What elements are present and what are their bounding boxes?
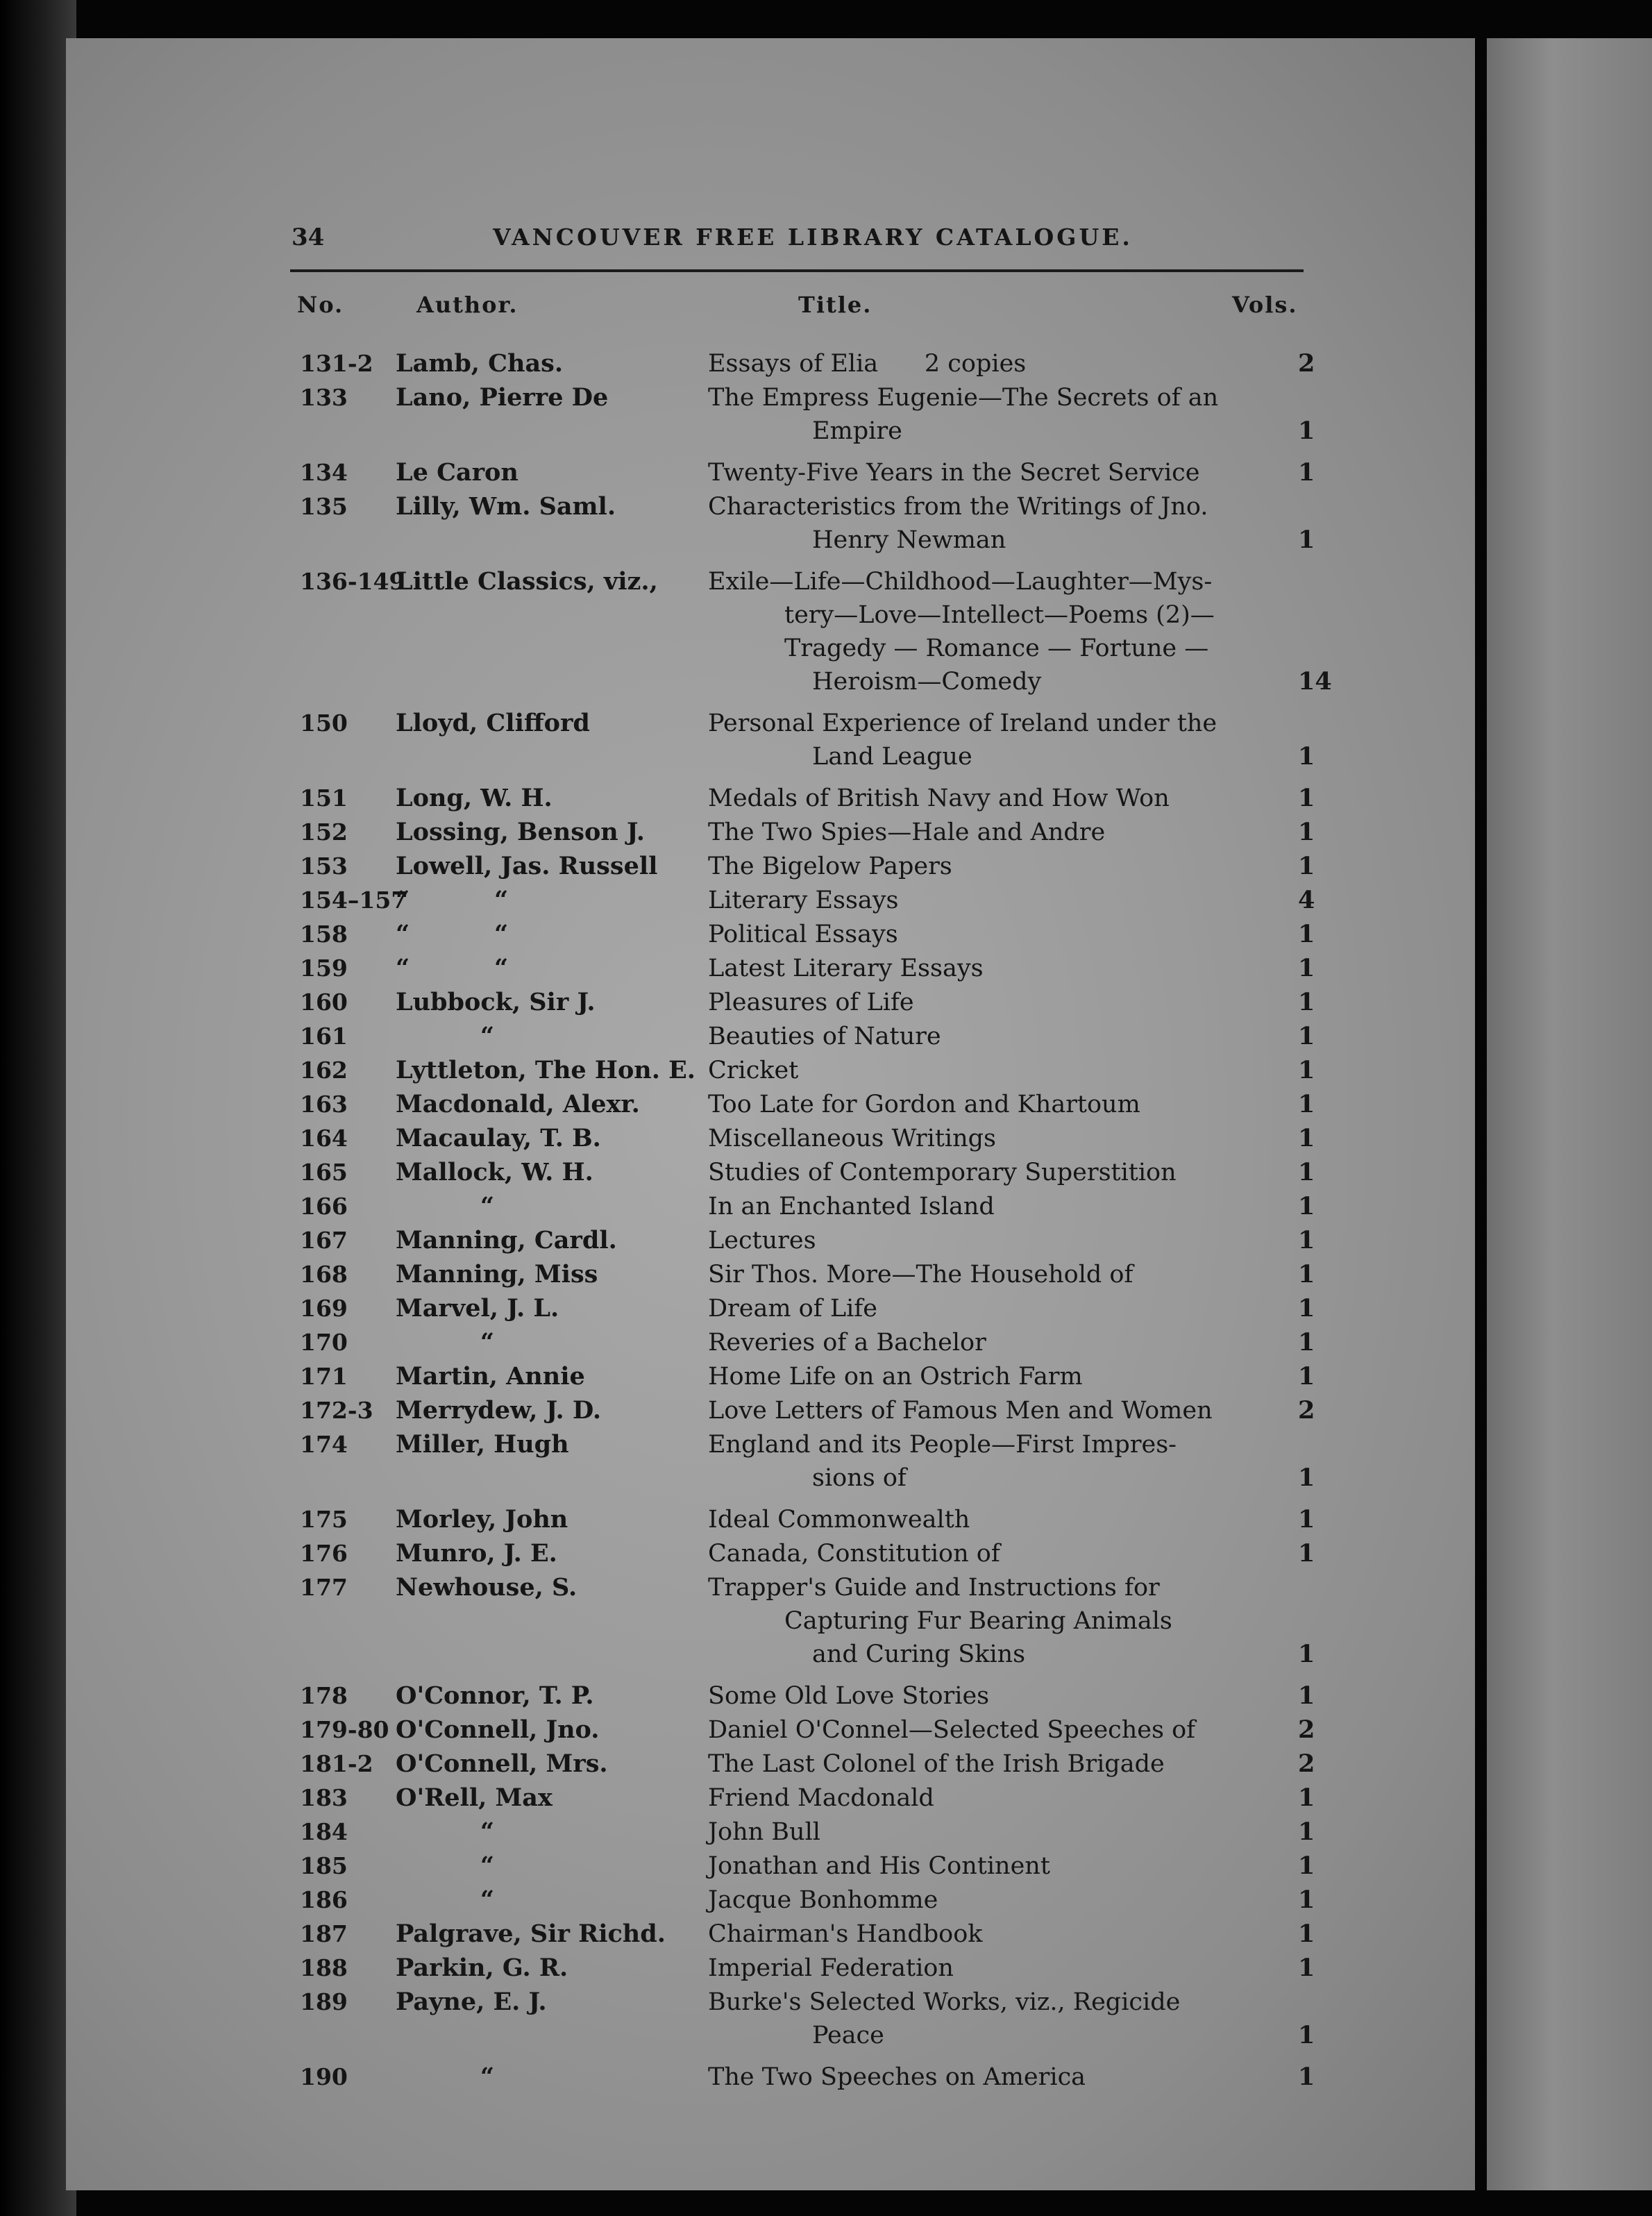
entry-number: 183 xyxy=(300,1784,348,1811)
entry-title xyxy=(708,1428,1256,1495)
entry-author: Le Caron xyxy=(396,458,519,487)
entry-number: 179-80 xyxy=(300,1716,389,1743)
catalogue-entry xyxy=(0,490,1652,557)
entry-author: O'Rell, Max xyxy=(396,1783,553,1812)
entry-author: “ “ xyxy=(396,954,509,982)
catalogue-entry xyxy=(0,782,1652,815)
entry-title-line: Home Life on an Ostrich Farm xyxy=(708,1363,1083,1391)
entry-title-line: Friend Macdonald xyxy=(708,1784,934,1812)
entry-number: 178 xyxy=(300,1682,348,1709)
catalogue-entry xyxy=(0,986,1652,1019)
entry-author: Macdonald, Alexr. xyxy=(396,1090,640,1118)
page-header xyxy=(292,224,1305,265)
entry-volumes: 1 xyxy=(1298,1852,1315,1880)
entry-title xyxy=(708,1815,1256,1849)
entry-volumes: 1 xyxy=(1298,920,1315,948)
catalogue-entry xyxy=(0,381,1652,448)
entry-number: 170 xyxy=(300,1329,348,1356)
entry-number: 184 xyxy=(300,1818,348,1845)
catalogue-entry xyxy=(0,1020,1652,1053)
entry-author: Miller, Hugh xyxy=(396,1430,569,1459)
entry-volumes: 14 xyxy=(1298,667,1332,696)
entry-title-line: Burke's Selected Works, viz., Regicide xyxy=(708,1988,1181,2016)
entry-title xyxy=(708,381,1256,448)
catalogue-entry xyxy=(0,565,1652,698)
entry-author: “ xyxy=(396,2063,494,2091)
entry-title-line: Tragedy — Romance — Fortune — xyxy=(784,635,1209,662)
entry-author: “ xyxy=(396,1328,494,1357)
entry-title xyxy=(708,1781,1256,1815)
entry-title xyxy=(708,490,1256,557)
catalogue-entry xyxy=(0,1428,1652,1495)
catalogue-entry xyxy=(0,1503,1652,1536)
entry-author: Lyttleton, The Hon. E. xyxy=(396,1056,696,1084)
entry-volumes: 1 xyxy=(1298,1260,1315,1289)
entry-title xyxy=(708,1713,1256,1747)
entry-title xyxy=(708,347,1256,380)
entry-title-line: sions of xyxy=(812,1464,907,1492)
entry-title xyxy=(708,1224,1256,1257)
entry-title xyxy=(708,1537,1256,1570)
entry-title-line: Love Letters of Famous Men and Women xyxy=(708,1397,1213,1425)
entry-title-line: The Empress Eugenie—The Secrets of an xyxy=(708,384,1219,412)
entry-title-line: The Two Spies—Hale and Andre xyxy=(708,819,1106,846)
catalogue-entry xyxy=(0,1986,1652,2052)
entry-title xyxy=(708,1394,1256,1427)
entry-title xyxy=(708,1258,1256,1291)
catalogue-entry xyxy=(0,1054,1652,1087)
entry-title-line: John Bull xyxy=(708,1818,820,1846)
entry-author: Merrydew, J. D. xyxy=(396,1396,602,1425)
entry-title-line: Exile—Life—Childhood—Laughter—Mys- xyxy=(708,568,1213,596)
column-header-author: Author. xyxy=(416,292,519,318)
entry-number: 174 xyxy=(300,1431,348,1458)
entry-number: 136-149 xyxy=(300,568,405,595)
catalogue-entry xyxy=(0,1190,1652,1223)
catalogue-entry xyxy=(0,1849,1652,1883)
entry-title xyxy=(708,782,1256,815)
entry-author: Lubbock, Sir J. xyxy=(396,988,596,1016)
entry-title-line: Peace xyxy=(812,2022,884,2049)
entry-title xyxy=(708,1190,1256,1223)
entry-author: Martin, Annie xyxy=(396,1362,585,1391)
entry-number: 188 xyxy=(300,1954,348,1981)
catalogue-entry xyxy=(0,347,1652,380)
entry-title-line: and Curing Skins xyxy=(812,1640,1026,1668)
entry-author: Munro, J. E. xyxy=(396,1539,557,1568)
entry-volumes: 1 xyxy=(1298,1539,1315,1568)
entry-title-line: Too Late for Gordon and Khartoum xyxy=(708,1091,1140,1118)
entry-number: 166 xyxy=(300,1193,348,1220)
entry-title-line: Political Essays xyxy=(708,921,898,948)
entry-title xyxy=(708,1020,1256,1053)
catalogue-entry xyxy=(0,1571,1652,1671)
entry-number: 177 xyxy=(300,1574,348,1601)
entry-volumes: 1 xyxy=(1298,1362,1315,1391)
entry-title-line: Essays of Elia 2 copies xyxy=(708,350,1027,378)
page-number: 34 xyxy=(292,224,325,251)
entry-number: 186 xyxy=(300,1886,348,1913)
entry-title-line: The Last Colonel of the Irish Brigade xyxy=(708,1750,1165,1778)
entry-author: “ xyxy=(396,1818,494,1846)
entry-volumes: 1 xyxy=(1298,1226,1315,1254)
catalogue-entry xyxy=(0,1088,1652,1121)
entry-title xyxy=(708,1156,1256,1189)
entry-number: 131-2 xyxy=(300,350,373,377)
entry-volumes: 4 xyxy=(1298,886,1315,914)
entry-title xyxy=(708,1571,1256,1671)
entry-author: “ “ xyxy=(396,920,509,948)
catalogue-entry xyxy=(0,1815,1652,1849)
catalogue-entry xyxy=(0,1679,1652,1713)
entry-volumes: 1 xyxy=(1298,2021,1315,2049)
entry-author: Long, W. H. xyxy=(396,784,553,812)
entry-number: 165 xyxy=(300,1159,348,1186)
entry-author: “ xyxy=(396,1886,494,1914)
entry-title-line: Twenty-Five Years in the Secret Service xyxy=(708,459,1200,487)
entry-title-line: Capturing Fur Bearing Animals xyxy=(784,1607,1172,1635)
entry-title xyxy=(708,1917,1256,1951)
entry-number: 167 xyxy=(300,1227,348,1254)
entry-number: 190 xyxy=(300,2063,348,2090)
column-headers xyxy=(0,292,1652,333)
entry-volumes: 1 xyxy=(1298,784,1315,812)
column-header-no: No. xyxy=(297,292,344,318)
entry-volumes: 1 xyxy=(1298,1056,1315,1084)
entry-volumes: 1 xyxy=(1298,526,1315,554)
entry-title-line: Characteristics from the Writings of Jno. xyxy=(708,493,1208,521)
catalogue-entry xyxy=(0,456,1652,489)
entry-title-line: In an Enchanted Island xyxy=(708,1193,995,1220)
entry-title xyxy=(708,918,1256,951)
column-header-vols: Vols. xyxy=(1232,292,1298,318)
entry-title-line: Beauties of Nature xyxy=(708,1023,941,1050)
entry-number: 161 xyxy=(300,1023,348,1050)
entry-title-line: Ideal Commonwealth xyxy=(708,1506,970,1534)
entry-number: 153 xyxy=(300,853,348,880)
entry-volumes: 1 xyxy=(1298,2063,1315,2091)
entry-volumes: 1 xyxy=(1298,1328,1315,1357)
entry-volumes: 1 xyxy=(1298,458,1315,487)
entry-title-line: Sir Thos. More—The Household of xyxy=(708,1261,1133,1289)
entry-title xyxy=(708,1503,1256,1536)
entry-number: 163 xyxy=(300,1091,348,1118)
entry-title-line: Studies of Contemporary Superstition xyxy=(708,1159,1177,1186)
entry-author: Lano, Pierre De xyxy=(396,383,609,412)
catalogue-entry xyxy=(0,816,1652,849)
entry-title-line: Miscellaneous Writings xyxy=(708,1125,997,1152)
entry-volumes: 1 xyxy=(1298,1090,1315,1118)
entry-title-line: Personal Experience of Ireland under the xyxy=(708,710,1217,737)
entry-volumes: 1 xyxy=(1298,742,1315,771)
entry-number: 169 xyxy=(300,1295,348,1322)
entry-volumes: 1 xyxy=(1298,1920,1315,1948)
entry-volumes: 2 xyxy=(1298,1396,1315,1425)
catalogue-entry xyxy=(0,1326,1652,1359)
catalogue-entry xyxy=(0,1713,1652,1747)
entry-title-line: tery—Love—Intellect—Poems (2)— xyxy=(784,601,1215,629)
entry-volumes: 1 xyxy=(1298,1783,1315,1812)
entry-title-line: Some Old Love Stories xyxy=(708,1682,990,1710)
entry-author: Lloyd, Clifford xyxy=(396,709,590,737)
entry-author: Morley, John xyxy=(396,1505,568,1534)
entry-volumes: 2 xyxy=(1298,1715,1315,1744)
entry-author: Lilly, Wm. Saml. xyxy=(396,492,616,521)
entry-volumes: 1 xyxy=(1298,954,1315,982)
entry-author: “ xyxy=(396,1192,494,1220)
entry-author: O'Connor, T. P. xyxy=(396,1681,594,1710)
entry-volumes: 1 xyxy=(1298,1505,1315,1534)
entry-number: 175 xyxy=(300,1506,348,1533)
entry-author: Lamb, Chas. xyxy=(396,349,564,378)
entry-volumes: 1 xyxy=(1298,1294,1315,1323)
entry-volumes: 1 xyxy=(1298,1022,1315,1050)
entry-title-line: Heroism—Comedy xyxy=(812,668,1042,696)
entry-title-line: Cricket xyxy=(708,1057,799,1084)
entry-title xyxy=(708,1986,1256,2052)
entry-author: Payne, E. J. xyxy=(396,1988,547,2016)
entry-author: O'Connell, Mrs. xyxy=(396,1749,608,1778)
entry-title xyxy=(708,1747,1256,1781)
entry-number: 185 xyxy=(300,1852,348,1879)
entry-title-line: Pleasures of Life xyxy=(708,989,914,1016)
entry-number: 160 xyxy=(300,989,348,1016)
entry-title xyxy=(708,1088,1256,1121)
entry-title-line: The Two Speeches on America xyxy=(708,2063,1086,2091)
column-header-title: Title. xyxy=(798,292,873,318)
entry-title-line: Imperial Federation xyxy=(708,1954,954,1982)
catalogue-entry xyxy=(0,850,1652,883)
entry-volumes: 2 xyxy=(1298,1749,1315,1778)
entry-title xyxy=(708,1292,1256,1325)
entry-volumes: 1 xyxy=(1298,1192,1315,1220)
entry-volumes: 1 xyxy=(1298,1818,1315,1846)
entry-volumes: 1 xyxy=(1298,1463,1315,1492)
catalogue-entry xyxy=(0,1292,1652,1325)
catalogue-entry xyxy=(0,1394,1652,1427)
entry-title xyxy=(708,1360,1256,1393)
entry-title xyxy=(708,986,1256,1019)
entry-title-line: Jonathan and His Continent xyxy=(708,1852,1050,1880)
catalogue-entry xyxy=(0,1224,1652,1257)
catalogue-entry xyxy=(0,1883,1652,1917)
entry-title xyxy=(708,1122,1256,1155)
entry-number: 150 xyxy=(300,710,348,737)
entry-volumes: 1 xyxy=(1298,1954,1315,1982)
entry-number: 158 xyxy=(300,921,348,948)
catalogue-entry xyxy=(0,884,1652,917)
entry-title-line: Literary Essays xyxy=(708,887,899,914)
header-rule xyxy=(290,269,1304,272)
entry-volumes: 2 xyxy=(1298,349,1315,378)
entry-title xyxy=(708,1679,1256,1713)
entry-volumes: 1 xyxy=(1298,818,1315,846)
entry-author: Macaulay, T. B. xyxy=(396,1124,601,1152)
entry-title xyxy=(708,850,1256,883)
entry-author: Little Classics, viz., xyxy=(396,567,658,596)
entry-title-line: Empire xyxy=(812,417,902,445)
entry-number: 164 xyxy=(300,1125,348,1152)
entry-number: 189 xyxy=(300,1988,348,2015)
entry-volumes: 1 xyxy=(1298,1124,1315,1152)
catalogue-entry xyxy=(0,1747,1652,1781)
entry-number: 159 xyxy=(300,955,348,982)
entry-number: 135 xyxy=(300,493,348,520)
entry-author: Manning, Cardl. xyxy=(396,1226,617,1254)
entry-title xyxy=(708,1054,1256,1087)
entry-author: “ xyxy=(396,1852,494,1880)
catalogue-entry xyxy=(0,1951,1652,1985)
entry-title-line: Dream of Life xyxy=(708,1295,877,1323)
entry-title xyxy=(708,952,1256,985)
entry-title-line: Reveries of a Bachelor xyxy=(708,1329,986,1357)
entry-author: Marvel, J. L. xyxy=(396,1294,559,1323)
entry-author: Parkin, G. R. xyxy=(396,1954,568,1982)
catalogue-entry xyxy=(0,1781,1652,1815)
entry-volumes: 1 xyxy=(1298,1640,1315,1668)
entry-title xyxy=(708,1849,1256,1883)
catalogue-entry xyxy=(0,1258,1652,1291)
entry-title xyxy=(708,707,1256,773)
entry-number: 172-3 xyxy=(300,1397,373,1424)
entry-author: Mallock, W. H. xyxy=(396,1158,593,1186)
entry-author: “ xyxy=(396,1022,494,1050)
catalogue-entry xyxy=(0,1122,1652,1155)
entry-author: Lossing, Benson J. xyxy=(396,818,645,846)
catalogue-entry xyxy=(0,707,1652,773)
entry-number: 187 xyxy=(300,1920,348,1947)
entry-title xyxy=(708,565,1256,698)
entry-volumes: 1 xyxy=(1298,1681,1315,1710)
entry-number: 151 xyxy=(300,784,348,812)
entry-volumes: 1 xyxy=(1298,1158,1315,1186)
entry-author: O'Connell, Jno. xyxy=(396,1715,600,1744)
entry-author: “ “ xyxy=(396,886,509,914)
entry-title xyxy=(708,1326,1256,1359)
entry-title-line: Land League xyxy=(812,743,972,771)
catalogue-entry xyxy=(0,1360,1652,1393)
entry-title-line: Medals of British Navy and How Won xyxy=(708,784,1170,812)
catalogue-entries xyxy=(0,347,1652,2095)
entry-title-line: Canada, Constitution of xyxy=(708,1540,1000,1568)
entry-number: 176 xyxy=(300,1540,348,1567)
entry-number: 134 xyxy=(300,459,348,486)
entry-title-line: England and its People—First Impres- xyxy=(708,1431,1177,1459)
entry-title xyxy=(708,2060,1256,2094)
entry-author: Manning, Miss xyxy=(396,1260,598,1289)
entry-author: Newhouse, S. xyxy=(396,1573,578,1602)
entry-title xyxy=(708,456,1256,489)
entry-title xyxy=(708,1883,1256,1917)
catalogue-entry xyxy=(0,2060,1652,2094)
entry-number: 181-2 xyxy=(300,1750,373,1777)
catalogue-entry xyxy=(0,1156,1652,1189)
entry-number: 162 xyxy=(300,1057,348,1084)
entry-volumes: 1 xyxy=(1298,988,1315,1016)
entry-title-line: Chairman's Handbook xyxy=(708,1920,983,1948)
entry-title-line: Jacque Bonhomme xyxy=(708,1886,938,1914)
entry-title-line: The Bigelow Papers xyxy=(708,853,952,880)
entry-author: Lowell, Jas. Russell xyxy=(396,852,658,880)
entry-volumes: 1 xyxy=(1298,417,1315,445)
entry-author: Palgrave, Sir Richd. xyxy=(396,1920,666,1948)
entry-title-line: Trapper's Guide and Instructions for xyxy=(708,1574,1160,1602)
entry-number: 152 xyxy=(300,819,348,846)
entry-title-line: Daniel O'Connel—Selected Speeches of xyxy=(708,1716,1196,1744)
catalogue-entry xyxy=(0,952,1652,985)
entry-title xyxy=(708,816,1256,849)
entry-title-line: Lectures xyxy=(708,1227,816,1254)
entry-title-line: Latest Literary Essays xyxy=(708,955,984,982)
entry-title xyxy=(708,884,1256,917)
entry-number: 133 xyxy=(300,384,348,411)
catalogue-entry xyxy=(0,1917,1652,1951)
entry-number: 171 xyxy=(300,1363,348,1390)
catalogue-entry xyxy=(0,1537,1652,1570)
entry-title xyxy=(708,1951,1256,1985)
entry-number: 154–157 xyxy=(300,887,407,914)
catalogue-entry xyxy=(0,918,1652,951)
running-head: VANCOUVER FREE LIBRARY CATALOGUE. xyxy=(493,224,1133,251)
entry-volumes: 1 xyxy=(1298,1886,1315,1914)
entry-title-line: Henry Newman xyxy=(812,526,1006,554)
entry-number: 168 xyxy=(300,1261,348,1288)
entry-volumes: 1 xyxy=(1298,852,1315,880)
